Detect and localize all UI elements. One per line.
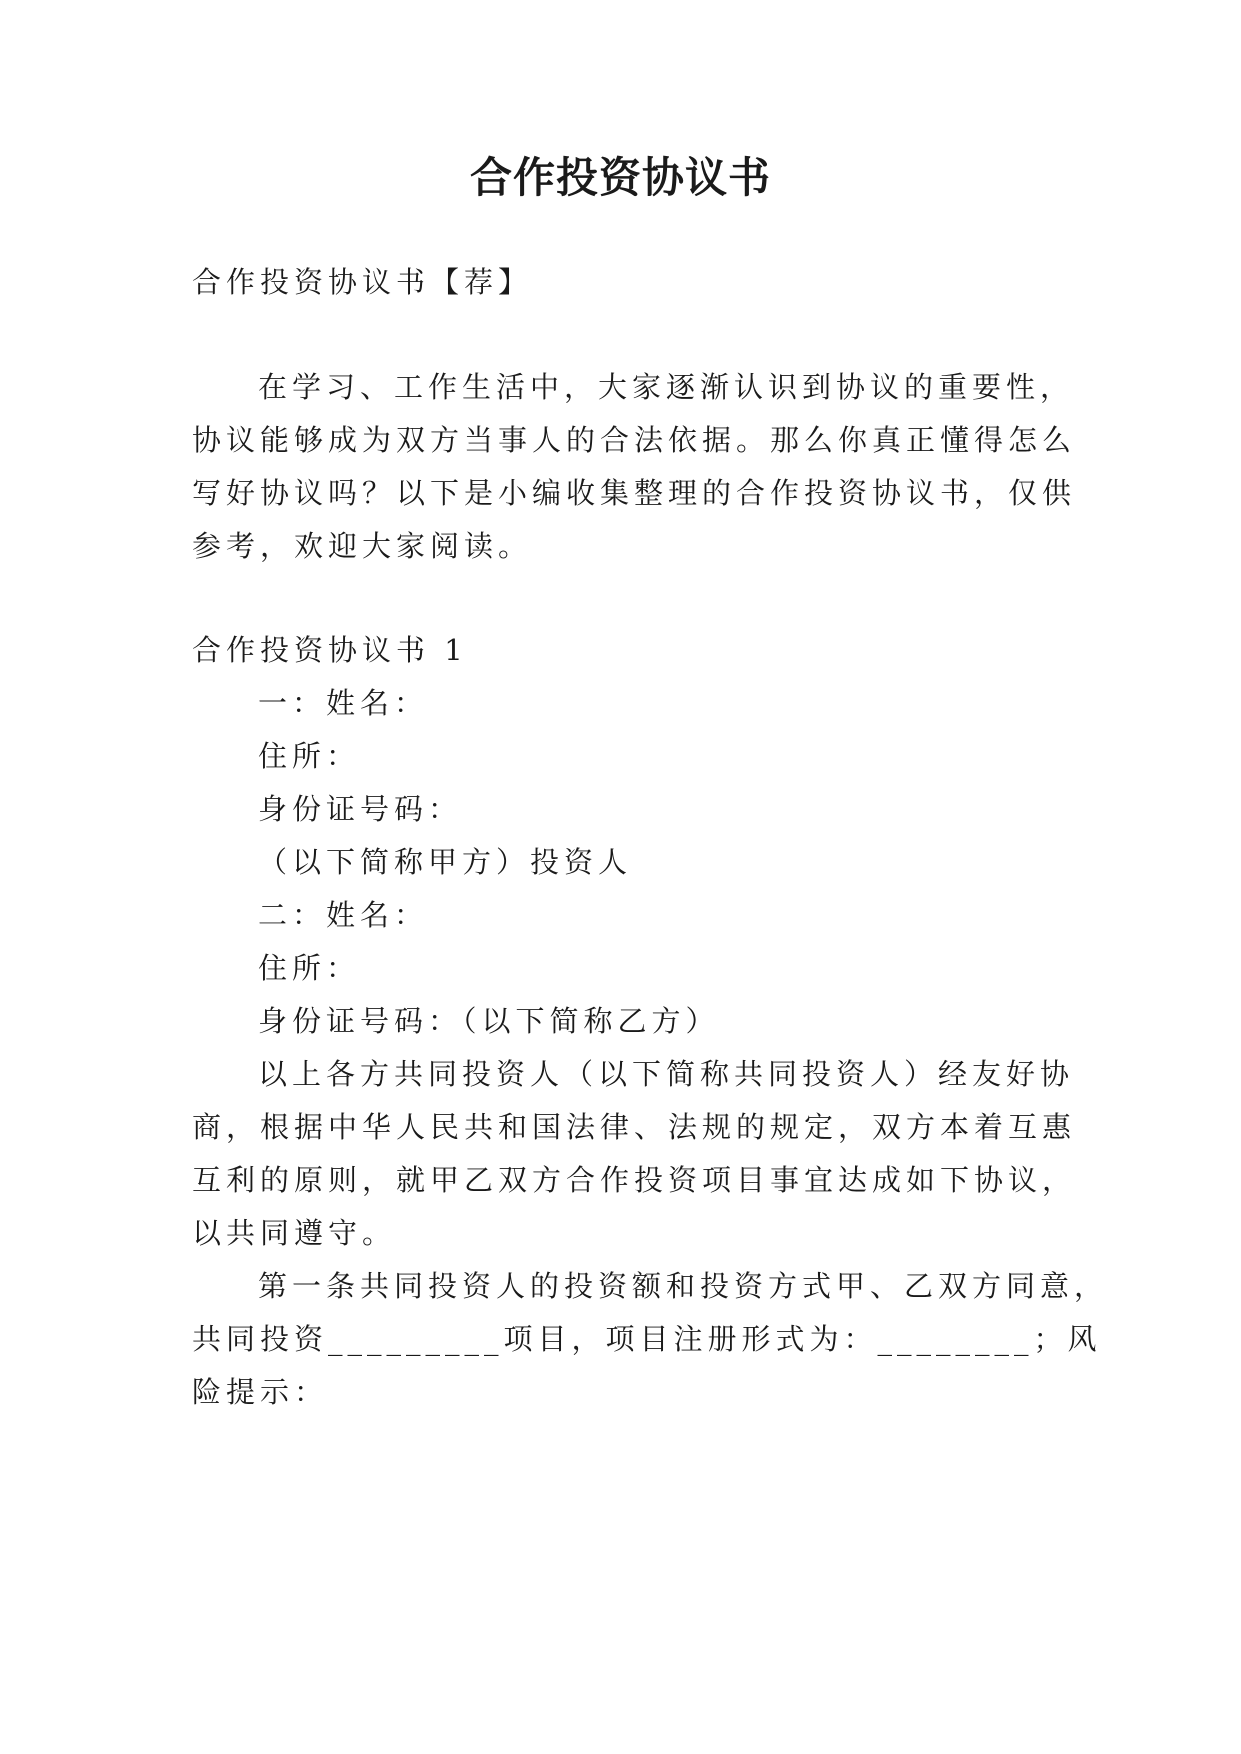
party-b-id: 身份证号码：（以下简称乙方） bbox=[258, 1004, 720, 1038]
intro-line: 协议能够成为双方当事人的合法依据。那么你真正懂得怎么 bbox=[192, 423, 1077, 457]
article-1-line: 险提示： bbox=[192, 1375, 329, 1409]
party-b-address: 住所： bbox=[258, 951, 361, 985]
preamble-line: 互利的原则，就甲乙双方合作投资项目事宜达成如下协议， bbox=[192, 1163, 1077, 1197]
article-1-line: 第一条共同投资人的投资额和投资方式甲、乙双方同意， bbox=[258, 1269, 1109, 1303]
intro-line: 在学习、工作生活中，大家逐渐认识到协议的重要性， bbox=[258, 370, 1075, 404]
preamble-line: 以共同遵守。 bbox=[192, 1216, 397, 1250]
document-subtitle: 合作投资协议书【荐】 bbox=[192, 265, 533, 299]
party-a-address: 住所： bbox=[258, 739, 361, 773]
intro-line: 写好协议吗？以下是小编收集整理的合作投资协议书，仅供 bbox=[192, 476, 1077, 510]
section-heading: 合作投资协议书 1 bbox=[192, 633, 468, 667]
preamble-line: 商，根据中华人民共和国法律、法规的规定，双方本着互惠 bbox=[192, 1110, 1077, 1144]
article-1-line: 共同投资_________项目，项目注册形式为：________；风 bbox=[192, 1322, 1102, 1356]
preamble-line: 以上各方共同投资人（以下简称共同投资人）经友好协 bbox=[258, 1057, 1075, 1091]
document-title: 合作投资协议书 bbox=[469, 153, 771, 202]
party-a-name: 一：姓名： bbox=[258, 686, 429, 720]
party-b-name: 二：姓名： bbox=[258, 898, 429, 932]
party-a-role: （以下简称甲方）投资人 bbox=[258, 845, 633, 879]
party-a-id: 身份证号码： bbox=[258, 792, 463, 826]
intro-line: 参考，欢迎大家阅读。 bbox=[192, 529, 533, 563]
